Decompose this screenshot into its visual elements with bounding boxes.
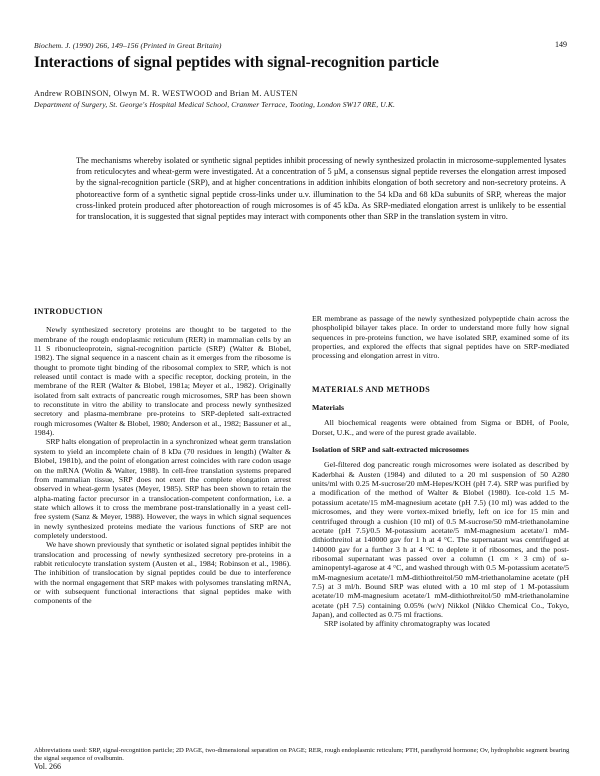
isolation-last-line: SRP isolated by affinity chromatography was located (324, 619, 490, 629)
right-column (312, 314, 569, 629)
journal-citation: Biochem. J. (1990) 266, 149–156 (Printed in Great Britain) (34, 41, 222, 50)
abbreviations-footnote: Abbreviations used: SRP, signal-recognition particle; 2D PAGE, two-dimensional separation on PAGE; RER, rough endoplasmic reticulum; PTH, parathyroid hormone; Ov, hydrophobic segment bearing the signal sequence of ovalbumin. (34, 747, 570, 762)
volume-label: Vol. 266 (34, 762, 61, 771)
materials-heading: Materials (312, 403, 345, 413)
intro-paragraph-3: We have shown previously that synthetic or isolated signal peptides inhibit the translocation and processing of newly synthesized secretory pre-proteins in a rabbit reticulocyte translation system (Austen et al., 1984; Robinson et al., 1986). The inhibition of translocation by signal peptides could be due to interference with the normal engagement that SRP makes with polysomes translating mRNA, or with subsequent functional interactions that signal peptides make with components of the (34, 540, 291, 606)
isolation-paragraph: Gel-filtered dog pancreatic rough microsomes were isolated as described by Kaderbhai & Austen (1984) and diluted to a 20 ml suspension of 50 A280 units/ml with 0.25 M-sucrose/20 mM-Hepes/KOH (pH 7.4). SRP was purified by a modification of the method of Walter & Blobel (1980). Ice-cold 1.5 M-potassium acetate/15 mM-magnesium acetate (pH 7.5) (10 ml) was added to the microsomes, and they were vortex-mixed briefly, left on ice for 15 min and centrifuged through a cushion (10 ml) of 0.5 M-sucrose/50 mM-triethanolamine acetate (pH 7.5)/0.5 M-potassium acetate/5 mM-magnesium acetate/1 mM-dithiothreitol at 140000 gav for 1 h at 4 °C. The supernatant was centrifuged at 140000 gav for a further 3 h at 4 °C to deplete it of ribosomes, and the post-ribosomal supernatant was passed over a column (1 cm × 3 cm) of ω-aminopentyl-agarose at 4 °C, and washed through with 0.5 M-potassium acetate/5 mM-magnesium acetate/1 mM-dithiothreitol/50 mM-triethanolamine acetate (pH 7.5) at 3 ml/h. Bound SRP was eluted with a 10 ml step of 1 M-potassium acetate/10 mM-magnesium acetate/1 mM-dithiothreitol/50 mM-triethanolamine acetate (pH 7.5) containing 0.05% (w/v) Nikkol (Nikko Chemical Co., Tokyo, Japan), and collected as 0.75 ml fractions. (312, 460, 569, 619)
paper-title: Interactions of signal peptides with signal-recognition particle (34, 54, 439, 71)
abstract: The mechanisms whereby isolated or synthetic signal peptides inhibit processing of newly synthesized prolactin in microsome-supplemented lysates from reticulocytes and wheat-germ were investigated. At a concentration of 5 µM, a consensus signal peptide reverses the elongation arrest imposed by the signal-recognition particle (SRP), and at higher concentrations in addition inhibits elongation of both secretory and non-secretory proteins. A photoreactive form of a synthetic signal peptide cross-links under u.v. illumination to the 54 kDa and 68 kDa subunits of SRP, whereas the major cross-linked protein produced after photoreaction of rough microsomes is of 45 kDa. As SRP-mediated elongation arrest is unlikely to be essential for translocation, it is suggested that signal peptides may interact with components other than SRP in the translation system in vitro. (76, 156, 566, 222)
materials-paragraph: All biochemical reagents were obtained from Sigma or BDH, of Poole, Dorset, U.K., and were of the purest grade available. (312, 418, 569, 437)
methods-heading: MATERIALS AND METHODS (312, 384, 431, 394)
intro-paragraph-2: SRP halts elongation of preprolactin in a synchronized wheat germ translation system to yield an incomplete chain of 8 kDa (70 residues in length) (Walter & Blobel, 1981b), and the point of elongation arrest coincides with rare codon usage on the mRNA (Wolin & Walter, 1988). In cell-free translation systems prepared from mammalian tissue, SRP does not exert the complete elongation arrest observed in wheat-germ lysates (Meyer, 1985). SRP has been shown to retain the alpha-mating factor precursor in a translocation-competent conformation, i.e. a state which allows it to cross the membrane post-translationally in a yeast cell-free system (Sanz & Meyer, 1988). However, the ways in which signal sequences in newly synthesized proteins mediate the various functions of SRP are not completely understood. (34, 437, 291, 540)
introduction-heading: INTRODUCTION (34, 307, 103, 316)
page-number: 149 (555, 40, 567, 49)
intro-continuation: ER membrane as passage of the newly synthesized polypeptide chain across the phospholipid bilayer takes place. In order to understand more fully how signal sequences in pre-proteins function, we have isolated SRP, examined some of its properties, and explored the effects that signal peptides have on SRP-mediated processing and elongation arrest in vitro. (312, 314, 569, 361)
intro-paragraph-1: Newly synthesized secretory proteins are thought to be targeted to the membrane of the rough endoplasmic reticulum (RER) in mammalian cells by an 11 S ribonucleoprotein, signal-recognition particle (SRP) (Walter & Blobel, 1982). The signal sequence in a nascent chain as it emerges from the ribosome is thought to promote tight binding of the ribosomal complex to SRP, which is not released until contact is made with a specific receptor, docking protein, in the membrane of the RER (Walter & Blobel, 1981a; Meyer et al., 1982). Originally isolated from salt extracts of pancreatic rough microsomes, SRP has been shown to reconstitute in vitro the ability to translocate and process newly synthesized secretory and plasma-membrane pre-proteins to SRP-depleted salt-extracted rough microsomes (Walter & Blobel, 1980; Anderson et al., 1982; Bassuner et al., 1984). (34, 325, 291, 438)
affiliation: Department of Surgery, St. George's Hospital Medical School, Cranmer Terrace, Tooting, London SW17 0RE, U.K. (34, 100, 396, 109)
left-column (34, 307, 291, 606)
isolation-heading: Isolation of SRP and salt-extracted microsomes (312, 445, 469, 455)
authors: Andrew ROBINSON, Olwyn M. R. WESTWOOD and Brian M. AUSTEN (34, 89, 298, 98)
